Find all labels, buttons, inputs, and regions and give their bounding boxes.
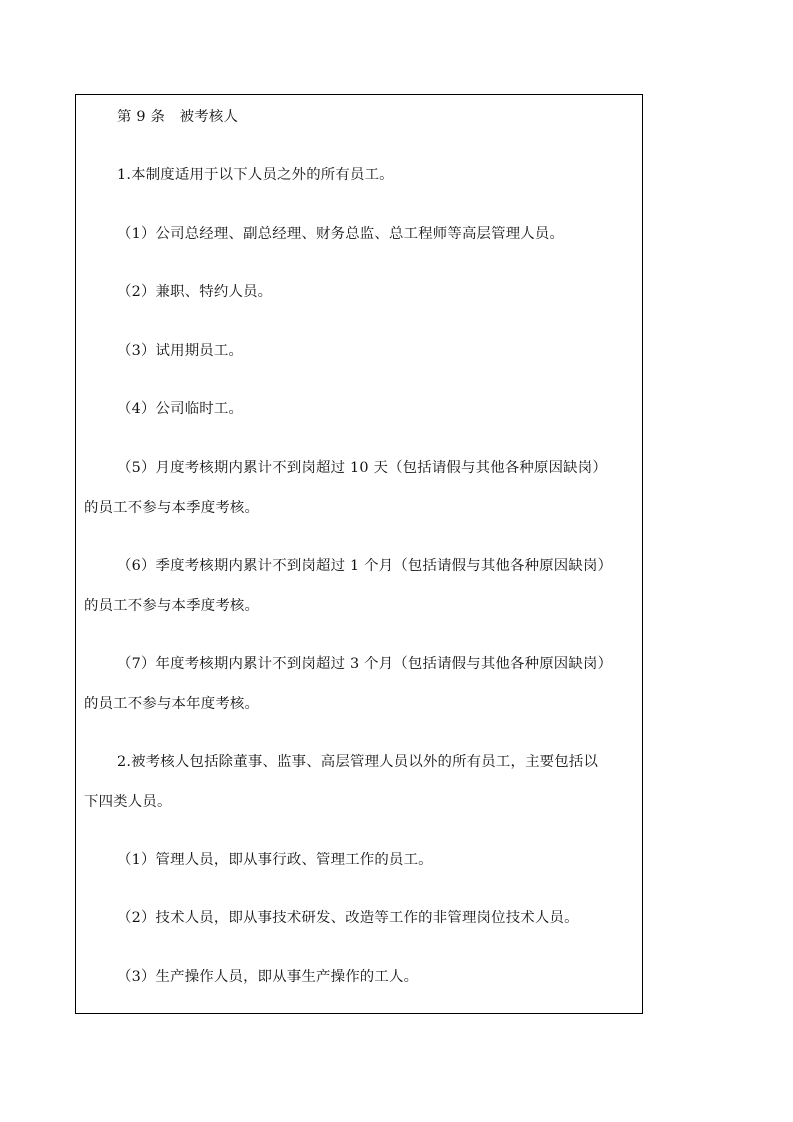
document-table-cell <box>75 94 643 1014</box>
list-item: （2）技术人员，即从事技术研发、改造等工作的非管理岗位技术人员。 <box>117 910 579 926</box>
list-item-continuation: 的员工不参与本季度考核。 <box>84 598 260 614</box>
paragraph-1: 1.本制度适用于以下人员之外的所有员工。 <box>117 167 394 183</box>
list-item: （1）公司总经理、副总经理、财务总监、总工程师等高层管理人员。 <box>117 226 565 242</box>
paragraph-2: 2.被考核人包括除董事、监事、高层管理人员以外的所有员工，主要包括以 <box>117 754 599 770</box>
list-item: （4）公司临时工。 <box>117 401 244 417</box>
list-item: （7）年度考核期内累计不到岗超过 3 个月（包括请假与其他各种原因缺岗） <box>117 656 613 672</box>
list-item: （2）兼职、特约人员。 <box>117 284 273 300</box>
list-item: （5）月度考核期内累计不到岗超过 10 天（包括请假与其他各种原因缺岗） <box>117 460 607 476</box>
list-item: （1）管理人员，即从事行政、管理工作的员工。 <box>117 852 433 868</box>
paragraph-2-continuation: 下四类人员。 <box>84 794 172 810</box>
article-title: 第 9 条 被考核人 <box>117 109 239 125</box>
list-item-continuation: 的员工不参与本季度考核。 <box>84 500 260 516</box>
list-item: （6）季度考核期内累计不到岗超过 1 个月（包括请假与其他各种原因缺岗） <box>117 558 613 574</box>
list-item-continuation: 的员工不参与本年度考核。 <box>84 696 260 712</box>
list-item: （3）试用期员工。 <box>117 343 244 359</box>
list-item: （3）生产操作人员，即从事生产操作的工人。 <box>117 969 419 985</box>
